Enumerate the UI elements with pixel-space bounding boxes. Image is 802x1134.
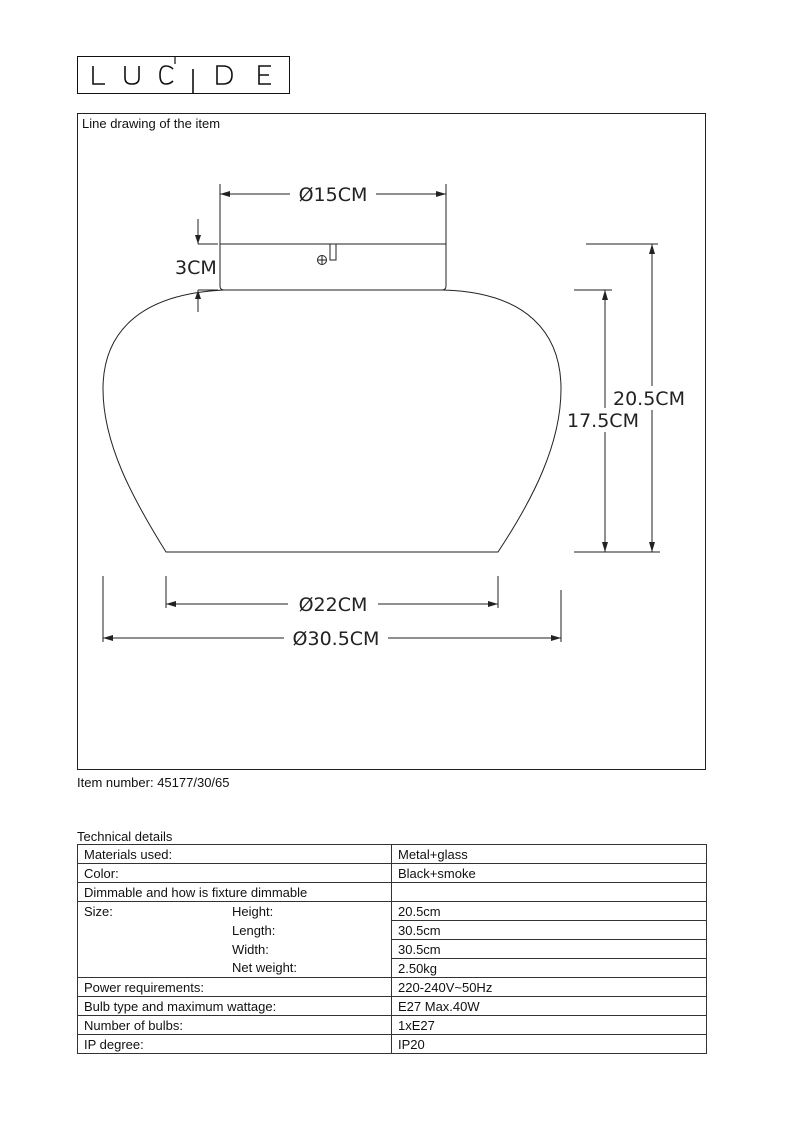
row-label: Power requirements: — [84, 979, 204, 995]
dim-top-height: 3CM — [175, 257, 217, 279]
row-label-cell — [78, 921, 392, 940]
row-label: Number of bulbs: — [84, 1017, 183, 1033]
row-label: IP degree: — [84, 1036, 144, 1052]
table-row — [78, 997, 707, 1016]
row-value: Black+smoke — [392, 864, 707, 883]
item-number: Item number: 45177/30/65 — [77, 775, 230, 790]
row-value: 1xE27 — [392, 1016, 707, 1035]
table-row — [78, 864, 707, 883]
row-value — [392, 883, 707, 902]
row-value: E27 Max.40W — [392, 997, 707, 1016]
row-label-cell — [78, 959, 392, 978]
lamp-line-drawing — [78, 114, 705, 769]
row-label-cell — [78, 864, 392, 883]
row-sublabel: Length: — [232, 922, 276, 938]
row-value: Metal+glass — [392, 845, 707, 864]
row-label-cell — [78, 1035, 392, 1054]
row-label: Size: — [84, 903, 113, 919]
drawing-caption: Line drawing of the item — [82, 116, 221, 131]
row-value: 2.50kg — [392, 959, 707, 978]
row-label: Materials used: — [84, 846, 173, 862]
lucide-logo — [77, 56, 290, 94]
row-value: 20.5cm — [392, 902, 707, 921]
table-row — [78, 845, 707, 864]
table-row — [78, 1016, 707, 1035]
row-label-cell — [78, 902, 392, 921]
canopy-outline — [220, 244, 446, 290]
row-value: 30.5cm — [392, 921, 707, 940]
row-label-cell — [78, 940, 392, 959]
canopy-notch — [330, 244, 336, 260]
row-value: 30.5cm — [392, 940, 707, 959]
table-row — [78, 921, 707, 940]
row-value: IP20 — [392, 1035, 707, 1054]
technical-details-title: Technical details — [77, 829, 173, 844]
row-label-cell — [78, 997, 392, 1016]
dim-total-height: 20.5CM — [613, 388, 685, 410]
table-row — [78, 1035, 707, 1054]
line-drawing-panel — [77, 113, 706, 770]
row-label-cell — [78, 883, 392, 902]
glass-shade-outline — [103, 290, 561, 552]
row-value: 220-240V~50Hz — [392, 978, 707, 997]
dim-max-diameter: Ø30.5CM — [292, 628, 380, 650]
row-label-cell — [78, 845, 392, 864]
row-sublabel: Height: — [232, 903, 274, 919]
row-label: Color: — [84, 865, 119, 881]
table-row — [78, 978, 707, 997]
row-sublabel: Net weight: — [232, 960, 298, 976]
row-label: Bulb type and maximum wattage: — [84, 998, 277, 1014]
row-label-cell — [78, 978, 392, 997]
table-row — [78, 959, 707, 978]
table-row — [78, 940, 707, 959]
row-label-cell — [78, 1016, 392, 1035]
table-row — [78, 883, 707, 902]
row-label: Dimmable and how is fixture dimmable — [84, 884, 308, 900]
table-row — [78, 902, 707, 921]
technical-details-table — [77, 844, 707, 1054]
dim-top-diameter: Ø15CM — [298, 184, 368, 206]
dim-bottom-diameter: Ø22CM — [298, 594, 368, 616]
row-sublabel: Width: — [232, 941, 269, 957]
dim-shade-height: 17.5CM — [567, 410, 639, 432]
